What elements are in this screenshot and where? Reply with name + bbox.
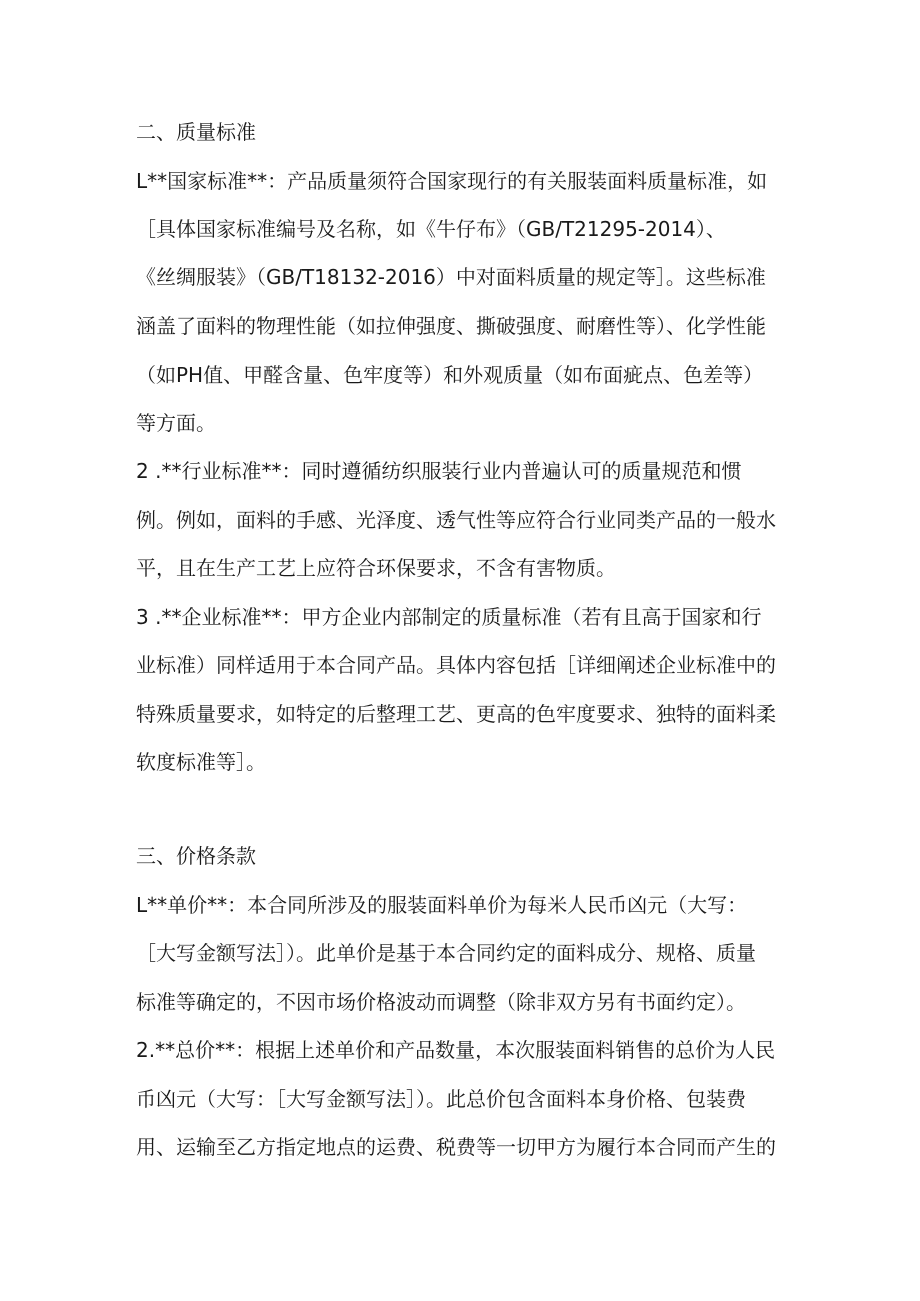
paragraph-line: 特殊质量要求，如特定的后整理工艺、更高的色牢度要求、独特的面料柔 [136, 702, 776, 726]
paragraph-line: L**国家标准**：产品质量须符合国家现行的有关服装面料质量标准，如 [136, 169, 768, 193]
paragraph-line: 币凶元（大写：［大写金额写法］）。此总价包含面料本身价格、包装费 [136, 1087, 746, 1111]
paragraph-line: （如PH值、甲醛含量、色牢度等）和外观质量（如布面疵点、色差等） [136, 363, 764, 387]
paragraph-line: 标准等确定的，不因市场价格波动而调整（除非双方另有书面约定）。 [136, 990, 746, 1014]
paragraph-line: 等方面。 [136, 411, 216, 435]
paragraph-line: 软度标准等］。 [136, 750, 266, 774]
paragraph-line: 2 .**行业标准**：同时遵循纺织服装行业内普遍认可的质量规范和惯 [136, 459, 742, 483]
paragraph-line: ［大写金额写法］）。此单价是基于本合同约定的面料成分、规格、质量 [136, 941, 756, 965]
section-heading-price-terms: 三、价格条款 [136, 844, 256, 868]
paragraph-line: 例。例如，面料的手感、光泽度、透气性等应符合行业同类产品的一般水 [136, 508, 776, 532]
paragraph-line: 用、运输至乙方指定地点的运费、税费等一切甲方为履行本合同而产生的 [136, 1135, 776, 1159]
paragraph-line: 《丝绸服装》（GB/T18132-2016）中对面料质量的规定等］。这些标准 [136, 265, 766, 289]
paragraph-line: 平，且在生产工艺上应符合环保要求，不含有害物质。 [136, 556, 616, 580]
paragraph-line: 3 .**企业标准**：甲方企业内部制定的质量标准（若有且高于国家和行 [136, 605, 762, 629]
paragraph-line: ［具体国家标准编号及名称，如《牛仔布》（GB/T21295-2014）、 [136, 217, 726, 241]
paragraph-line: 涵盖了面料的物理性能（如拉伸强度、撕破强度、耐磨性等）、化学性能 [136, 314, 766, 338]
paragraph-line: 2.**总价**：根据上述单价和产品数量，本次服装面料销售的总价为人民 [136, 1038, 776, 1062]
paragraph-line: 业标准）同样适用于本合同产品。具体内容包括［详细阐述企业标准中的 [136, 653, 776, 677]
section-heading-quality-standards: 二、质量标准 [136, 120, 256, 144]
paragraph-line: L**单价**：本合同所涉及的服装面料单价为每米人民币凶元（大写： [136, 893, 748, 917]
